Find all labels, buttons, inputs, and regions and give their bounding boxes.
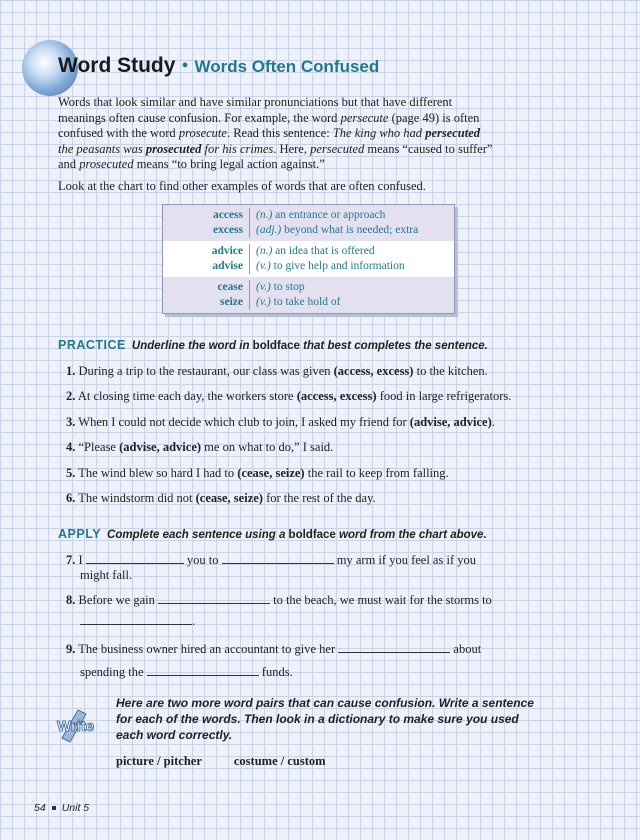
item-number: 3.	[66, 415, 76, 429]
chart-definition	[250, 259, 405, 274]
intro-term: persecuted	[310, 141, 365, 156]
item-text: The business owner hired an accountant to give her	[78, 642, 336, 656]
instruction-text: that best completes the sentence.	[299, 340, 488, 352]
apply-label: APPLY	[58, 527, 102, 541]
chart-group	[163, 277, 454, 313]
apply-item-continued	[80, 614, 195, 629]
definition-text: to stop	[273, 281, 305, 293]
practice-instructions	[132, 340, 488, 352]
chart-group	[163, 205, 454, 241]
practice-item	[66, 389, 511, 404]
chart-row	[163, 244, 454, 259]
chart-word: excess	[163, 223, 250, 238]
item-number: 4.	[66, 440, 76, 454]
part-of-speech: (n.)	[256, 245, 273, 257]
title-separator: •	[181, 55, 189, 77]
word-pairs	[116, 754, 358, 769]
apply-heading	[58, 527, 487, 542]
practice-item	[66, 440, 333, 455]
practice-item	[66, 466, 449, 481]
word-choice[interactable]: (advise, advice)	[409, 415, 492, 429]
word-choice[interactable]: (access, excess)	[296, 389, 377, 403]
chart-row	[163, 280, 454, 295]
answer-blank[interactable]	[222, 553, 334, 564]
item-text: funds.	[261, 665, 293, 679]
write-icon	[56, 704, 112, 744]
item-text: The wind blew so hard I had to	[78, 466, 238, 480]
intro-text: means “to bring legal action against.”	[133, 157, 325, 171]
example-sentence: The king who had	[332, 126, 426, 140]
apply-item	[66, 593, 492, 608]
instruction-bold: boldface	[252, 340, 300, 352]
example-bold-word: persecuted	[425, 126, 481, 140]
answer-blank[interactable]	[147, 665, 259, 676]
item-text: “Please	[78, 440, 120, 454]
unit-label: Unit 5	[61, 802, 90, 814]
intro-text: Words that look similar and have similar pronunciations but that have different meanings often cause confusion. For example, the word	[58, 95, 453, 125]
chart-group	[163, 241, 454, 277]
item-number: 5.	[66, 466, 76, 480]
chart-word: seize	[163, 295, 250, 310]
chart-row	[163, 295, 454, 310]
intro-text: (page 49) is often confused with the word	[58, 110, 480, 140]
item-text: you to	[186, 553, 219, 567]
chart-word: cease	[163, 280, 250, 295]
chart-row	[163, 223, 454, 238]
intro-text: means “caused to suffer” and	[58, 141, 493, 171]
word-choice[interactable]: (cease, seize)	[237, 466, 305, 480]
practice-item	[66, 491, 376, 506]
chart-row	[163, 259, 454, 274]
item-text: spending the	[80, 665, 144, 679]
chart-word: advice	[163, 244, 250, 259]
word-choice[interactable]: (cease, seize)	[195, 491, 263, 505]
item-number: 9.	[66, 642, 76, 656]
practice-heading	[58, 338, 488, 353]
item-text: The windstorm did not	[78, 491, 196, 505]
answer-blank[interactable]	[86, 553, 184, 564]
apply-instructions	[107, 529, 487, 541]
item-text: to the kitchen.	[413, 364, 488, 378]
title-subtitle: Words Often Confused	[194, 57, 380, 76]
chart-intro: Look at the chart to find other examples of words that are often confused.	[58, 179, 426, 193]
chart-definition	[250, 295, 340, 310]
instruction-text: Complete each sentence using a	[107, 529, 289, 541]
word-chart	[162, 204, 455, 314]
chart-definition	[250, 280, 305, 295]
intro-text: . Read this sentence:	[226, 126, 333, 140]
item-text: me on what to do,” I said.	[201, 440, 334, 454]
item-text: about	[453, 642, 482, 656]
item-text: I	[78, 553, 83, 567]
part-of-speech: (v.)	[256, 260, 271, 272]
apply-item	[66, 553, 476, 568]
chart-definition	[250, 208, 385, 223]
item-text: During a trip to the restaurant, our class was given	[78, 364, 334, 378]
word-choice[interactable]: (access, excess)	[333, 364, 414, 378]
answer-blank[interactable]	[158, 593, 270, 604]
intro-text: . Here,	[273, 141, 311, 156]
part-of-speech: (n.)	[256, 209, 273, 221]
instruction-bold: boldface	[288, 529, 336, 541]
definition-text: to take hold of	[273, 296, 341, 308]
word-pair: picture / pitcher	[116, 754, 202, 768]
item-number: 2.	[66, 389, 76, 403]
intro-term: prosecuted	[79, 157, 134, 171]
apply-item	[66, 642, 481, 657]
part-of-speech: (v.)	[256, 281, 271, 293]
item-number: 7.	[66, 553, 76, 567]
definition-text: to give help and information	[273, 260, 405, 272]
definition-text: beyond what is needed; extra	[284, 224, 419, 236]
title-main: Word Study	[58, 54, 176, 77]
item-text: for the rest of the day.	[262, 491, 376, 505]
page-footer	[34, 802, 89, 814]
item-text: food in large refrigerators.	[376, 389, 512, 403]
chart-word: access	[163, 208, 250, 223]
practice-item	[66, 364, 488, 379]
item-number: 8.	[66, 593, 76, 607]
item-number: 6.	[66, 491, 76, 505]
chart-row	[163, 208, 454, 223]
write-instructions: Here are two more word pairs that can cause confusion. Write a sentence for each of the words. Then look in a dictionary to make sure you used each word correctly.	[116, 696, 534, 742]
apply-item-continued: might fall.	[80, 568, 133, 582]
intro-term: prosecute	[178, 126, 227, 140]
word-pair: costume / custom	[233, 754, 326, 768]
page-title	[58, 54, 379, 78]
intro-term: persecute	[340, 110, 389, 125]
item-number: 1.	[66, 364, 76, 378]
chart-definition	[250, 223, 418, 238]
practice-item	[66, 415, 495, 430]
example-bold-word: prosecuted	[145, 141, 202, 156]
part-of-speech: (adj.)	[256, 224, 282, 236]
example-sentence: the peasants was	[58, 141, 146, 156]
practice-label: PRACTICE	[58, 338, 126, 352]
apply-item-continued	[80, 665, 293, 680]
part-of-speech: (v.)	[256, 296, 271, 308]
item-text: .	[192, 614, 196, 628]
definition-text: an idea that is offered	[275, 245, 375, 257]
example-sentence: for his crimes	[201, 141, 274, 156]
item-text: Before we gain	[78, 593, 155, 607]
item-text: the rail to keep from falling.	[304, 466, 449, 480]
item-text: At closing time each day, the workers store	[77, 389, 297, 403]
item-text: When I could not decide which club to join, I asked my friend for	[78, 415, 410, 429]
answer-blank[interactable]	[338, 642, 450, 653]
item-text: to the beach, we must wait for the storms to	[273, 593, 492, 607]
definition-text: an entrance or approach	[275, 209, 386, 221]
word-choice[interactable]: (advise, advice)	[119, 440, 202, 454]
item-text: my arm if you feel as if you	[336, 553, 476, 567]
chart-word: advise	[163, 259, 250, 274]
page-number: 54	[34, 802, 46, 814]
item-text: .	[491, 415, 495, 429]
intro-paragraph	[58, 95, 498, 173]
instruction-text: Underline the word in	[131, 340, 253, 352]
instruction-text: word from the chart above.	[335, 529, 487, 541]
write-icon-label: Write	[57, 718, 95, 735]
footer-bullet	[52, 806, 56, 810]
chart-definition	[250, 244, 375, 259]
answer-blank[interactable]	[80, 614, 192, 625]
